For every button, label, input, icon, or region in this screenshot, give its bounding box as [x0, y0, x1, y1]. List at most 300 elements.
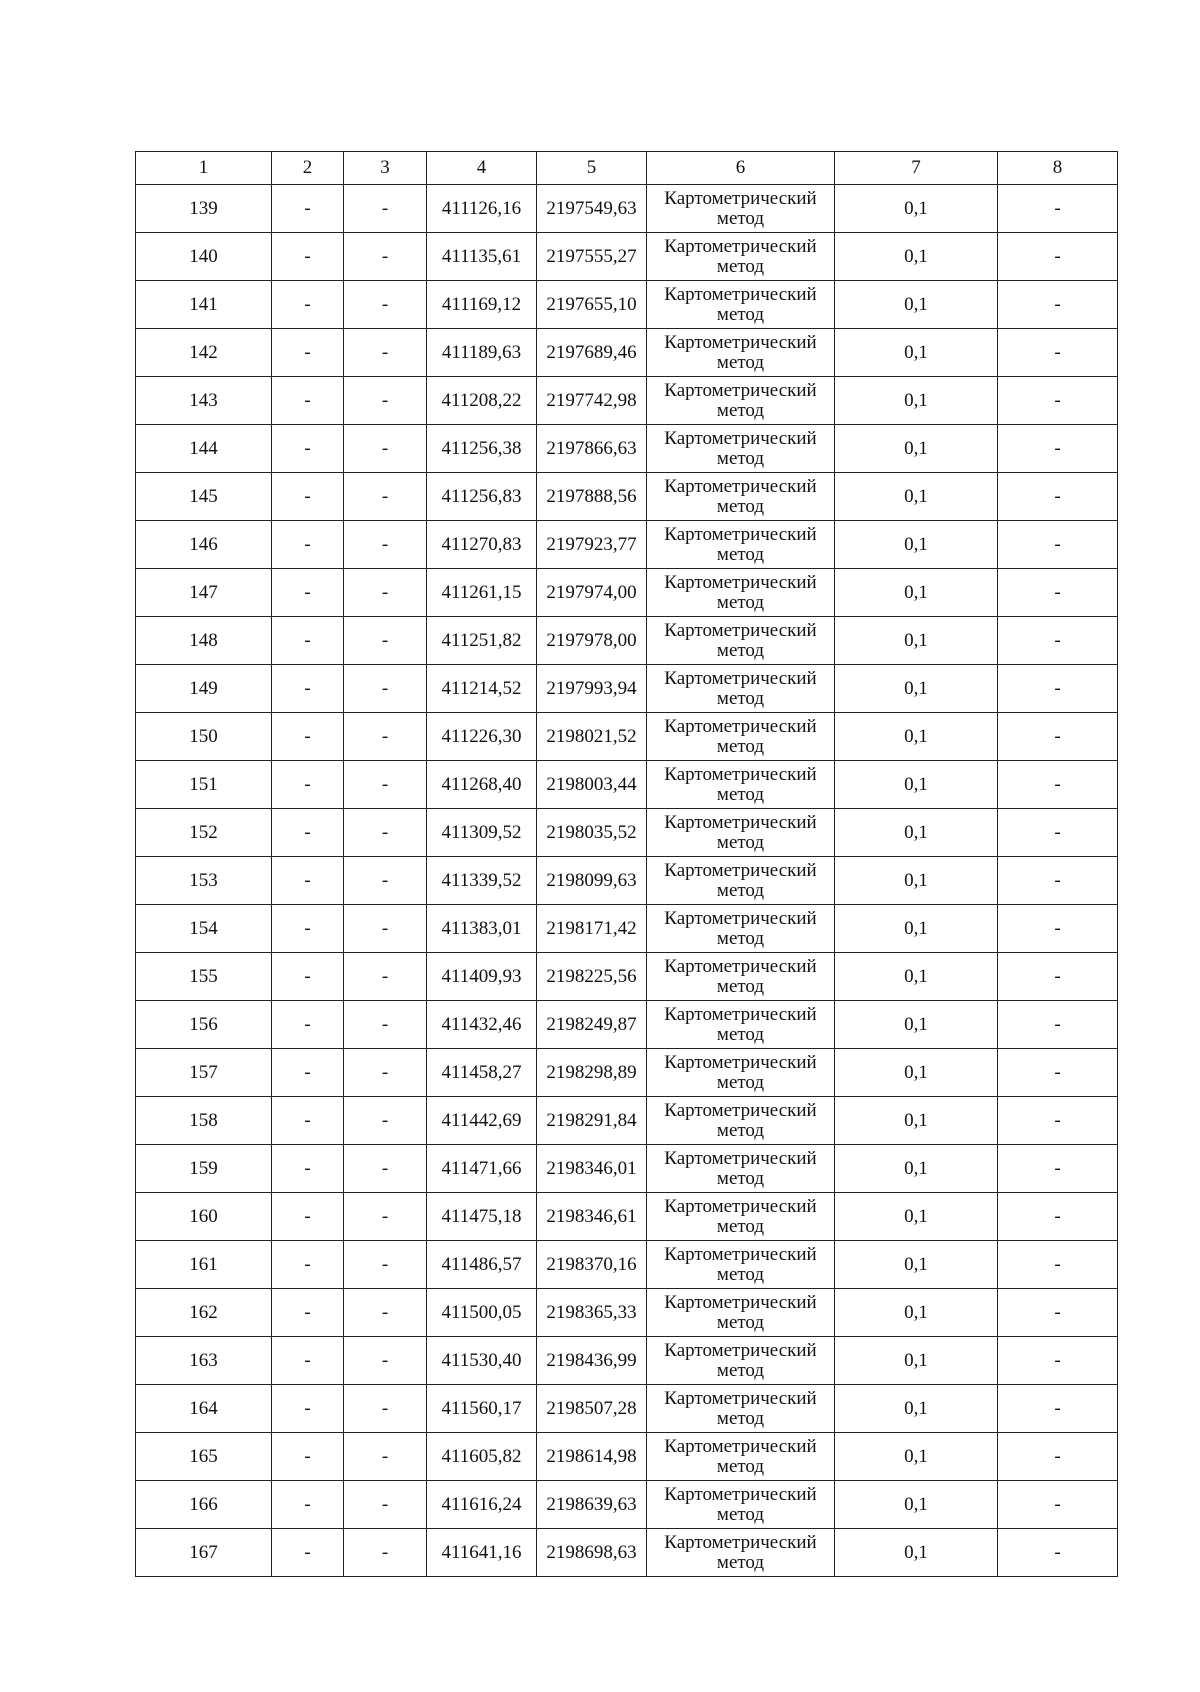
method-text: метод [716, 1407, 765, 1429]
method-text: метод [716, 399, 765, 421]
method-text: Картометрический [664, 715, 817, 737]
method-text: метод [716, 1455, 765, 1477]
column-8-cell: - [998, 1385, 1118, 1433]
method-text: Картометрический [664, 1483, 817, 1505]
method-text: метод [716, 831, 765, 853]
method-text: метод [716, 975, 765, 997]
table-row [136, 617, 1118, 665]
header-row [136, 152, 1118, 185]
method-text: Картометрический [664, 283, 817, 305]
table-row [136, 1145, 1118, 1193]
table-row [136, 953, 1118, 1001]
method-text: Картометрический [664, 1435, 817, 1457]
method-text: Картометрический [664, 1195, 817, 1217]
y-coordinate-cell: 2198365,33 [537, 1289, 647, 1337]
method-cell [647, 1049, 835, 1097]
method-text: метод [716, 1263, 765, 1285]
method-cell [647, 665, 835, 713]
point-number-cell: 150 [136, 713, 272, 761]
y-coordinate-cell: 2198249,87 [537, 1001, 647, 1049]
table-row [136, 377, 1118, 425]
table-row [136, 1481, 1118, 1529]
column-8-cell: - [998, 953, 1118, 1001]
point-number-cell: 165 [136, 1433, 272, 1481]
method-text: метод [716, 591, 765, 613]
method-text: метод [716, 255, 765, 277]
y-coordinate-cell: 2198639,63 [537, 1481, 647, 1529]
method-cell [647, 185, 835, 233]
x-coordinate-cell: 411486,57 [427, 1241, 537, 1289]
column-8-cell: - [998, 521, 1118, 569]
table-row [136, 905, 1118, 953]
x-coordinate-cell: 411270,83 [427, 521, 537, 569]
column-2-cell: - [272, 1097, 344, 1145]
y-coordinate-cell: 2197923,77 [537, 521, 647, 569]
method-cell [647, 233, 835, 281]
column-header: 8 [998, 152, 1118, 185]
y-coordinate-cell: 2198614,98 [537, 1433, 647, 1481]
method-text: метод [716, 351, 765, 373]
x-coordinate-cell: 411169,12 [427, 281, 537, 329]
method-cell [647, 1481, 835, 1529]
x-coordinate-cell: 411409,93 [427, 953, 537, 1001]
method-cell [647, 1097, 835, 1145]
point-number-cell: 158 [136, 1097, 272, 1145]
point-number-cell: 163 [136, 1337, 272, 1385]
table-row [136, 713, 1118, 761]
method-text: метод [716, 879, 765, 901]
column-8-cell: - [998, 329, 1118, 377]
table-row [136, 1433, 1118, 1481]
method-cell [647, 377, 835, 425]
method-text: Картометрический [664, 475, 817, 497]
method-cell [647, 329, 835, 377]
x-coordinate-cell: 411458,27 [427, 1049, 537, 1097]
column-8-cell: - [998, 665, 1118, 713]
column-2-cell: - [272, 665, 344, 713]
y-coordinate-cell: 2197978,00 [537, 617, 647, 665]
method-text: Картометрический [664, 331, 817, 353]
column-2-cell: - [272, 329, 344, 377]
x-coordinate-cell: 411605,82 [427, 1433, 537, 1481]
column-header: 6 [647, 152, 835, 185]
column-3-cell: - [344, 1481, 427, 1529]
accuracy-cell: 0,1 [835, 1481, 998, 1529]
method-cell [647, 1001, 835, 1049]
column-header: 3 [344, 152, 427, 185]
point-number-cell: 160 [136, 1193, 272, 1241]
column-8-cell: - [998, 1241, 1118, 1289]
table-row [136, 809, 1118, 857]
method-cell [647, 281, 835, 329]
y-coordinate-cell: 2197993,94 [537, 665, 647, 713]
method-text: метод [716, 1071, 765, 1093]
accuracy-cell: 0,1 [835, 1097, 998, 1145]
point-number-cell: 166 [136, 1481, 272, 1529]
column-2-cell: - [272, 857, 344, 905]
column-3-cell: - [344, 185, 427, 233]
method-text: метод [716, 207, 765, 229]
column-8-cell: - [998, 761, 1118, 809]
column-8-cell: - [998, 905, 1118, 953]
column-2-cell: - [272, 521, 344, 569]
y-coordinate-cell: 2198035,52 [537, 809, 647, 857]
column-2-cell: - [272, 1049, 344, 1097]
y-coordinate-cell: 2198298,89 [537, 1049, 647, 1097]
method-text: Картометрический [664, 379, 817, 401]
method-text: Картометрический [664, 571, 817, 593]
column-2-cell: - [272, 425, 344, 473]
column-3-cell: - [344, 329, 427, 377]
accuracy-cell: 0,1 [835, 233, 998, 281]
table-row [136, 1097, 1118, 1145]
method-text: Картометрический [664, 955, 817, 977]
method-text: метод [716, 1023, 765, 1045]
y-coordinate-cell: 2198003,44 [537, 761, 647, 809]
method-cell [647, 425, 835, 473]
method-text: Картометрический [664, 1291, 817, 1313]
column-2-cell: - [272, 185, 344, 233]
accuracy-cell: 0,1 [835, 1385, 998, 1433]
column-2-cell: - [272, 1193, 344, 1241]
method-text: метод [716, 927, 765, 949]
accuracy-cell: 0,1 [835, 185, 998, 233]
table-row [136, 1529, 1118, 1577]
column-2-cell: - [272, 1289, 344, 1337]
point-number-cell: 147 [136, 569, 272, 617]
column-2-cell: - [272, 1241, 344, 1289]
table-row [136, 233, 1118, 281]
method-text: Картометрический [664, 187, 817, 209]
column-3-cell: - [344, 1433, 427, 1481]
method-text: Картометрический [664, 811, 817, 833]
y-coordinate-cell: 2197655,10 [537, 281, 647, 329]
point-number-cell: 139 [136, 185, 272, 233]
column-header: 4 [427, 152, 537, 185]
y-coordinate-cell: 2197549,63 [537, 185, 647, 233]
accuracy-cell: 0,1 [835, 329, 998, 377]
column-2-cell: - [272, 1529, 344, 1577]
column-8-cell: - [998, 473, 1118, 521]
point-number-cell: 142 [136, 329, 272, 377]
column-2-cell: - [272, 761, 344, 809]
x-coordinate-cell: 411442,69 [427, 1097, 537, 1145]
method-text: Картометрический [664, 907, 817, 929]
y-coordinate-cell: 2197742,98 [537, 377, 647, 425]
accuracy-cell: 0,1 [835, 1241, 998, 1289]
coordinates-table [135, 151, 1118, 1577]
method-cell [647, 569, 835, 617]
accuracy-cell: 0,1 [835, 1001, 998, 1049]
method-text: метод [716, 783, 765, 805]
method-cell [647, 1529, 835, 1577]
method-text: Картометрический [664, 763, 817, 785]
table-row [136, 329, 1118, 377]
column-3-cell: - [344, 713, 427, 761]
x-coordinate-cell: 411432,46 [427, 1001, 537, 1049]
column-3-cell: - [344, 233, 427, 281]
method-text: метод [716, 1503, 765, 1525]
x-coordinate-cell: 411256,38 [427, 425, 537, 473]
method-text: Картометрический [664, 1387, 817, 1409]
table-row [136, 1241, 1118, 1289]
point-number-cell: 155 [136, 953, 272, 1001]
column-8-cell: - [998, 809, 1118, 857]
y-coordinate-cell: 2197888,56 [537, 473, 647, 521]
method-text: Картометрический [664, 235, 817, 257]
accuracy-cell: 0,1 [835, 473, 998, 521]
table-row [136, 761, 1118, 809]
x-coordinate-cell: 411471,66 [427, 1145, 537, 1193]
point-number-cell: 143 [136, 377, 272, 425]
point-number-cell: 157 [136, 1049, 272, 1097]
point-number-cell: 159 [136, 1145, 272, 1193]
column-2-cell: - [272, 905, 344, 953]
y-coordinate-cell: 2198225,56 [537, 953, 647, 1001]
point-number-cell: 141 [136, 281, 272, 329]
x-coordinate-cell: 411616,24 [427, 1481, 537, 1529]
point-number-cell: 144 [136, 425, 272, 473]
table-row [136, 1337, 1118, 1385]
column-8-cell: - [998, 425, 1118, 473]
y-coordinate-cell: 2198291,84 [537, 1097, 647, 1145]
accuracy-cell: 0,1 [835, 377, 998, 425]
column-8-cell: - [998, 1529, 1118, 1577]
table-row [136, 665, 1118, 713]
column-2-cell: - [272, 233, 344, 281]
column-3-cell: - [344, 569, 427, 617]
accuracy-cell: 0,1 [835, 1049, 998, 1097]
accuracy-cell: 0,1 [835, 1433, 998, 1481]
method-cell [647, 1433, 835, 1481]
column-2-cell: - [272, 1481, 344, 1529]
column-3-cell: - [344, 953, 427, 1001]
table-row [136, 569, 1118, 617]
method-cell [647, 1145, 835, 1193]
x-coordinate-cell: 411226,30 [427, 713, 537, 761]
y-coordinate-cell: 2198698,63 [537, 1529, 647, 1577]
point-number-cell: 140 [136, 233, 272, 281]
point-number-cell: 161 [136, 1241, 272, 1289]
column-header: 2 [272, 152, 344, 185]
point-number-cell: 149 [136, 665, 272, 713]
y-coordinate-cell: 2198346,61 [537, 1193, 647, 1241]
x-coordinate-cell: 411530,40 [427, 1337, 537, 1385]
method-cell [647, 1385, 835, 1433]
y-coordinate-cell: 2197555,27 [537, 233, 647, 281]
column-8-cell: - [998, 1481, 1118, 1529]
table-row [136, 281, 1118, 329]
column-2-cell: - [272, 1433, 344, 1481]
column-8-cell: - [998, 233, 1118, 281]
column-8-cell: - [998, 281, 1118, 329]
column-2-cell: - [272, 713, 344, 761]
method-text: метод [716, 543, 765, 565]
x-coordinate-cell: 411135,61 [427, 233, 537, 281]
method-text: метод [716, 1311, 765, 1333]
method-cell [647, 809, 835, 857]
table-row [136, 1193, 1118, 1241]
y-coordinate-cell: 2198171,42 [537, 905, 647, 953]
point-number-cell: 153 [136, 857, 272, 905]
column-2-cell: - [272, 569, 344, 617]
method-text: метод [716, 687, 765, 709]
column-2-cell: - [272, 617, 344, 665]
x-coordinate-cell: 411339,52 [427, 857, 537, 905]
column-3-cell: - [344, 425, 427, 473]
method-text: Картометрический [664, 1243, 817, 1265]
column-8-cell: - [998, 617, 1118, 665]
column-2-cell: - [272, 1001, 344, 1049]
column-3-cell: - [344, 1145, 427, 1193]
column-3-cell: - [344, 1337, 427, 1385]
x-coordinate-cell: 411126,16 [427, 185, 537, 233]
column-2-cell: - [272, 809, 344, 857]
accuracy-cell: 0,1 [835, 857, 998, 905]
x-coordinate-cell: 411256,83 [427, 473, 537, 521]
method-text: метод [716, 447, 765, 469]
column-3-cell: - [344, 281, 427, 329]
accuracy-cell: 0,1 [835, 1337, 998, 1385]
method-cell [647, 1289, 835, 1337]
method-text: метод [716, 1167, 765, 1189]
y-coordinate-cell: 2197866,63 [537, 425, 647, 473]
x-coordinate-cell: 411214,52 [427, 665, 537, 713]
x-coordinate-cell: 411261,15 [427, 569, 537, 617]
method-cell [647, 761, 835, 809]
column-8-cell: - [998, 1097, 1118, 1145]
method-cell [647, 1337, 835, 1385]
column-2-cell: - [272, 1337, 344, 1385]
y-coordinate-cell: 2198436,99 [537, 1337, 647, 1385]
x-coordinate-cell: 411383,01 [427, 905, 537, 953]
x-coordinate-cell: 411500,05 [427, 1289, 537, 1337]
table-row [136, 473, 1118, 521]
method-text: Картометрический [664, 1099, 817, 1121]
column-8-cell: - [998, 1289, 1118, 1337]
point-number-cell: 164 [136, 1385, 272, 1433]
method-text: Картометрический [664, 1339, 817, 1361]
point-number-cell: 145 [136, 473, 272, 521]
method-text: метод [716, 735, 765, 757]
method-text: метод [716, 1215, 765, 1237]
table-row [136, 1001, 1118, 1049]
column-8-cell: - [998, 1001, 1118, 1049]
y-coordinate-cell: 2198346,01 [537, 1145, 647, 1193]
method-cell [647, 473, 835, 521]
x-coordinate-cell: 411309,52 [427, 809, 537, 857]
method-text: Картометрический [664, 1051, 817, 1073]
column-8-cell: - [998, 185, 1118, 233]
accuracy-cell: 0,1 [835, 761, 998, 809]
column-3-cell: - [344, 1097, 427, 1145]
table-row [136, 857, 1118, 905]
column-header: 5 [537, 152, 647, 185]
method-text: Картометрический [664, 619, 817, 641]
y-coordinate-cell: 2197974,00 [537, 569, 647, 617]
column-2-cell: - [272, 473, 344, 521]
method-text: метод [716, 303, 765, 325]
accuracy-cell: 0,1 [835, 665, 998, 713]
accuracy-cell: 0,1 [835, 1289, 998, 1337]
method-text: Картометрический [664, 1147, 817, 1169]
accuracy-cell: 0,1 [835, 617, 998, 665]
table-row [136, 1289, 1118, 1337]
column-2-cell: - [272, 1385, 344, 1433]
column-3-cell: - [344, 473, 427, 521]
accuracy-cell: 0,1 [835, 281, 998, 329]
table-row [136, 1385, 1118, 1433]
column-3-cell: - [344, 809, 427, 857]
method-text: метод [716, 639, 765, 661]
accuracy-cell: 0,1 [835, 1145, 998, 1193]
method-cell [647, 1193, 835, 1241]
method-cell [647, 905, 835, 953]
point-number-cell: 154 [136, 905, 272, 953]
method-text: Картометрический [664, 1003, 817, 1025]
x-coordinate-cell: 411189,63 [427, 329, 537, 377]
column-8-cell: - [998, 1337, 1118, 1385]
column-3-cell: - [344, 377, 427, 425]
y-coordinate-cell: 2198021,52 [537, 713, 647, 761]
y-coordinate-cell: 2198099,63 [537, 857, 647, 905]
method-text: Картометрический [664, 667, 817, 689]
accuracy-cell: 0,1 [835, 809, 998, 857]
point-number-cell: 167 [136, 1529, 272, 1577]
column-2-cell: - [272, 953, 344, 1001]
method-text: метод [716, 495, 765, 517]
column-3-cell: - [344, 1529, 427, 1577]
x-coordinate-cell: 411208,22 [427, 377, 537, 425]
accuracy-cell: 0,1 [835, 425, 998, 473]
column-2-cell: - [272, 1145, 344, 1193]
y-coordinate-cell: 2198370,16 [537, 1241, 647, 1289]
table-row [136, 425, 1118, 473]
method-text: метод [716, 1551, 765, 1573]
column-8-cell: - [998, 377, 1118, 425]
table-row [136, 521, 1118, 569]
column-3-cell: - [344, 1193, 427, 1241]
accuracy-cell: 0,1 [835, 713, 998, 761]
method-text: Картометрический [664, 859, 817, 881]
x-coordinate-cell: 411268,40 [427, 761, 537, 809]
point-number-cell: 162 [136, 1289, 272, 1337]
method-cell [647, 617, 835, 665]
point-number-cell: 151 [136, 761, 272, 809]
method-cell [647, 953, 835, 1001]
point-number-cell: 152 [136, 809, 272, 857]
table-row [136, 1049, 1118, 1097]
column-8-cell: - [998, 857, 1118, 905]
table-body [136, 185, 1118, 1577]
column-8-cell: - [998, 1049, 1118, 1097]
column-3-cell: - [344, 905, 427, 953]
column-8-cell: - [998, 1433, 1118, 1481]
method-cell [647, 713, 835, 761]
table-row [136, 185, 1118, 233]
column-3-cell: - [344, 1385, 427, 1433]
column-2-cell: - [272, 281, 344, 329]
accuracy-cell: 0,1 [835, 1193, 998, 1241]
accuracy-cell: 0,1 [835, 569, 998, 617]
method-text: Картометрический [664, 427, 817, 449]
column-3-cell: - [344, 1289, 427, 1337]
column-8-cell: - [998, 713, 1118, 761]
column-3-cell: - [344, 617, 427, 665]
column-8-cell: - [998, 569, 1118, 617]
accuracy-cell: 0,1 [835, 521, 998, 569]
column-3-cell: - [344, 1241, 427, 1289]
